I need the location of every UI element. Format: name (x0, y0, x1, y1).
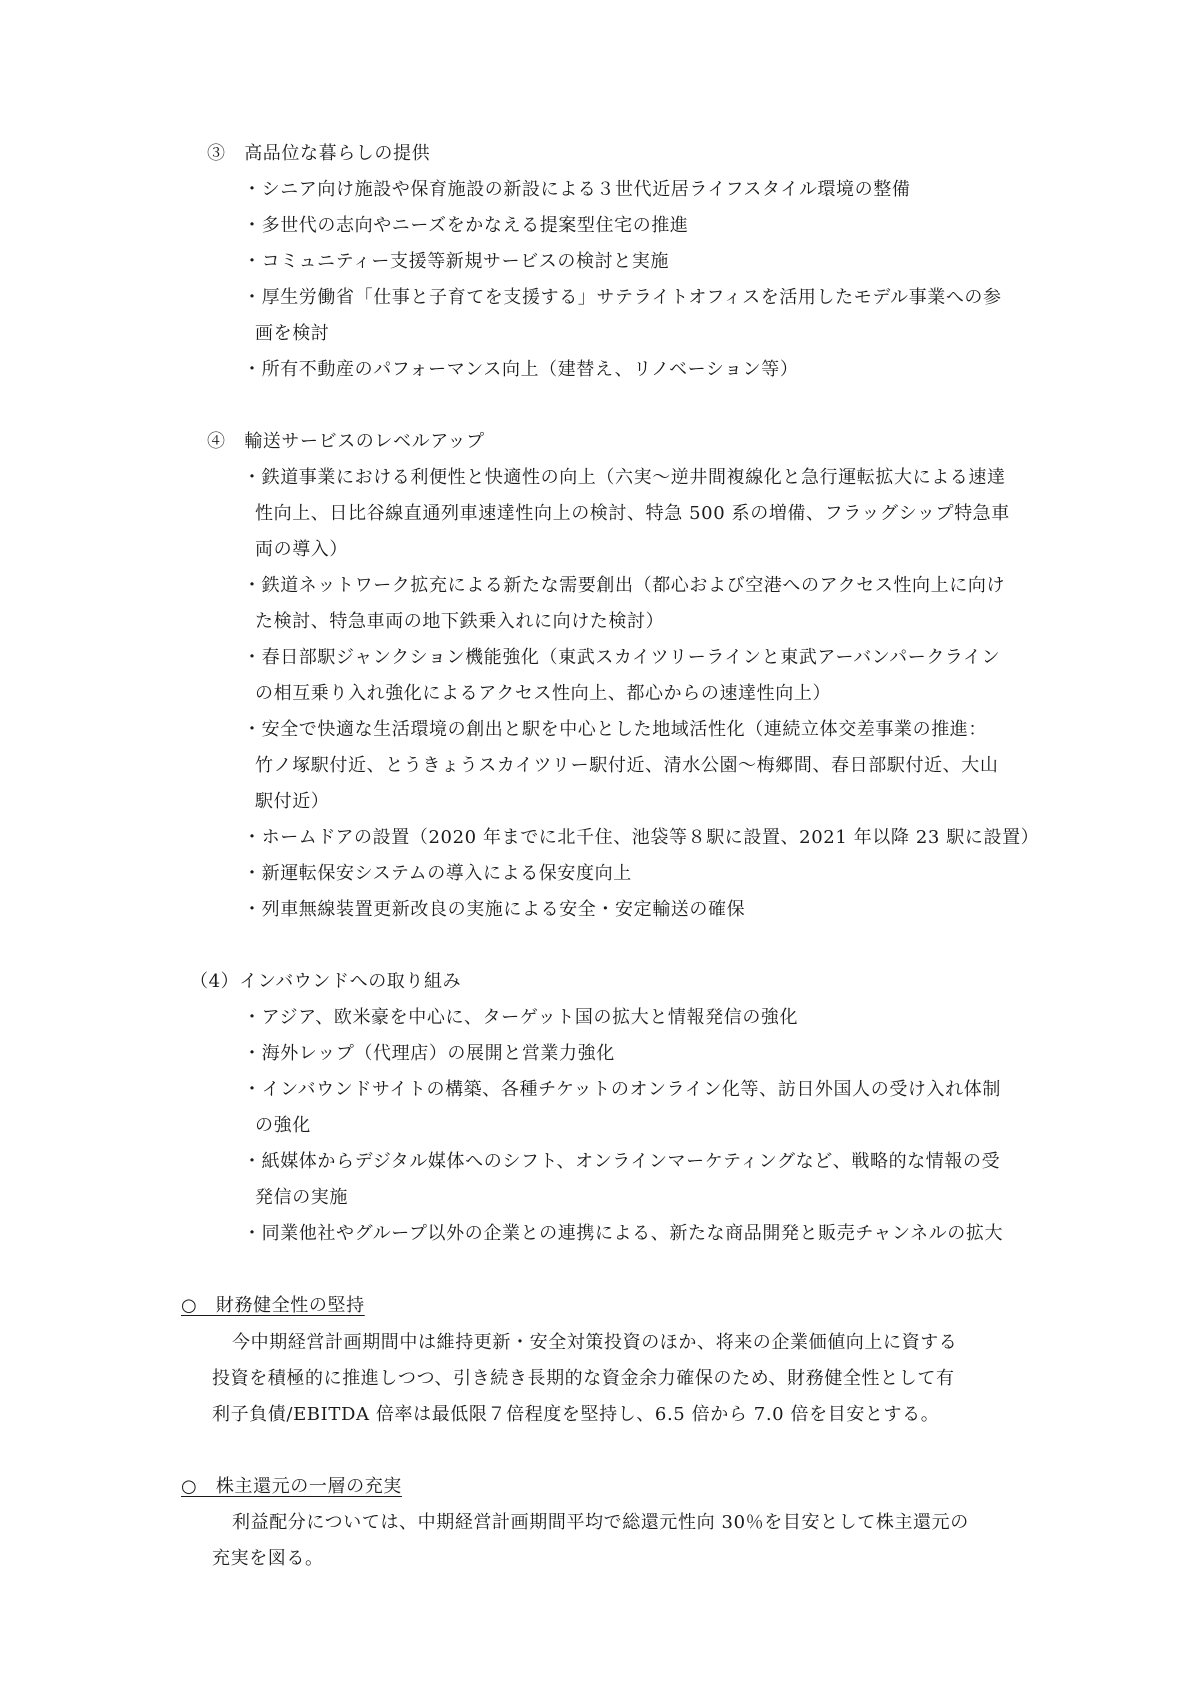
bullet-item-continuation: の相互乗り入れ強化によるアクセス性向上、都心からの速達性向上） (255, 683, 832, 704)
bullet-item-continuation: 発信の実施 (255, 1187, 348, 1208)
subsection-3-title: ③ 高品位な暮らしの提供 (207, 143, 431, 164)
bullet-item-continuation: 性向上、日比谷線直通列車速達性向上の検討、特急 500 系の増備、フラッグシップ特急車 (255, 503, 1010, 524)
bullet-item: ・インバウンドサイトの構築、各種チケットのオンライン化等、訪日外国人の受け入れ体制 (243, 1079, 1001, 1100)
bullet-item: ・多世代の志向やニーズをかなえる提案型住宅の推進 (243, 215, 689, 236)
bullet-item: ・シニア向け施設や保育施設の新設による３世代近居ライフスタイル環境の整備 (243, 179, 911, 200)
bullet-item: ・厚生労働省「仕事と子育てを支援する」サテライトオフィスを活用したモデル事業への参 (243, 287, 1002, 308)
bullet-item-continuation: の強化 (255, 1115, 311, 1136)
bullet-item: ・アジア、欧米豪を中心に、ターゲット国の拡大と情報発信の強化 (243, 1007, 799, 1028)
bullet-item-continuation: た検討、特急車両の地下鉄乗入れに向けた検討） (255, 611, 665, 632)
bullet-item: ・同業他社やグループ以外の企業との連携による、新たな商品開発と販売チャンネルの拡大 (243, 1223, 1004, 1244)
bullet-item-continuation: 竹ノ塚駅付近、とうきょうスカイツリー駅付近、清水公園～梅郷間、春日部駅付近、大山 (255, 755, 999, 776)
bullet-item: ・春日部駅ジャンクション機能強化（東武スカイツリーラインと東武アーバンパークライン (243, 647, 1001, 668)
bullet-item: ・列車無線装置更新改良の実施による安全・安定輸送の確保 (243, 899, 746, 920)
bullet-item: ・ホームドアの設置（2020 年までに北千住、池袋等８駅に設置、2021 年以降 23 駅に設置） (243, 827, 1040, 848)
bullet-item: ・新運転保安システムの導入による保安度向上 (243, 863, 632, 884)
bullet-item: ・安全で快適な生活環境の創出と駅を中心とした地域活性化（連続立体交差事業の推進： (243, 719, 987, 740)
bullet-item: ・鉄道事業における利便性と快適性の向上（六実～逆井間複線化と急行運転拡大による速達 (243, 467, 1006, 488)
bullet-item: ・所有不動産のパフォーマンス向上（建替え、リノベーション等） (243, 359, 799, 380)
shareholder-paragraph-line: 充実を図る。 (212, 1548, 324, 1569)
financial-paragraph-line: 投資を積極的に推進しつつ、引き続き長期的な資金余力確保のため、財務健全性として有 (212, 1368, 955, 1389)
subsection-4-title: ④ 輸送サービスのレベルアップ (207, 431, 485, 452)
bullet-item-continuation: 両の導入） (255, 539, 348, 560)
bullet-item: ・海外レップ（代理店）の展開と営業力強化 (243, 1043, 615, 1064)
bullet-item: ・コミュニティー支援等新規サービスの検討と実施 (243, 251, 669, 272)
section-inbound-title: （4）インバウンドへの取り組み (190, 971, 462, 992)
shareholder-heading: ○ 株主還元の一層の充実 (181, 1476, 402, 1497)
financial-heading: ○ 財務健全性の堅持 (181, 1295, 365, 1316)
bullet-item: ・紙媒体からデジタル媒体へのシフト、オンラインマーケティングなど、戦略的な情報の受 (243, 1151, 1001, 1172)
bullet-item: ・鉄道ネットワーク拡充による新たな需要創出（都心および空港へのアクセス性向上に向け (243, 575, 1006, 596)
financial-paragraph-line: 今中期経営計画期間中は維持更新・安全対策投資のほか、将来の企業価値向上に資する (232, 1332, 958, 1353)
financial-paragraph-line: 利子負債/EBITDA 倍率は最低限７倍程度を堅持し、6.5 倍から 7.0 倍を目安とする。 (212, 1404, 940, 1425)
shareholder-paragraph-line: 利益配分については、中期経営計画期間平均で総還元性向 30％を目安として株主還元の (232, 1512, 969, 1533)
bullet-item-continuation: 画を検討 (255, 323, 330, 344)
bullet-item-continuation: 駅付近） (255, 791, 330, 812)
